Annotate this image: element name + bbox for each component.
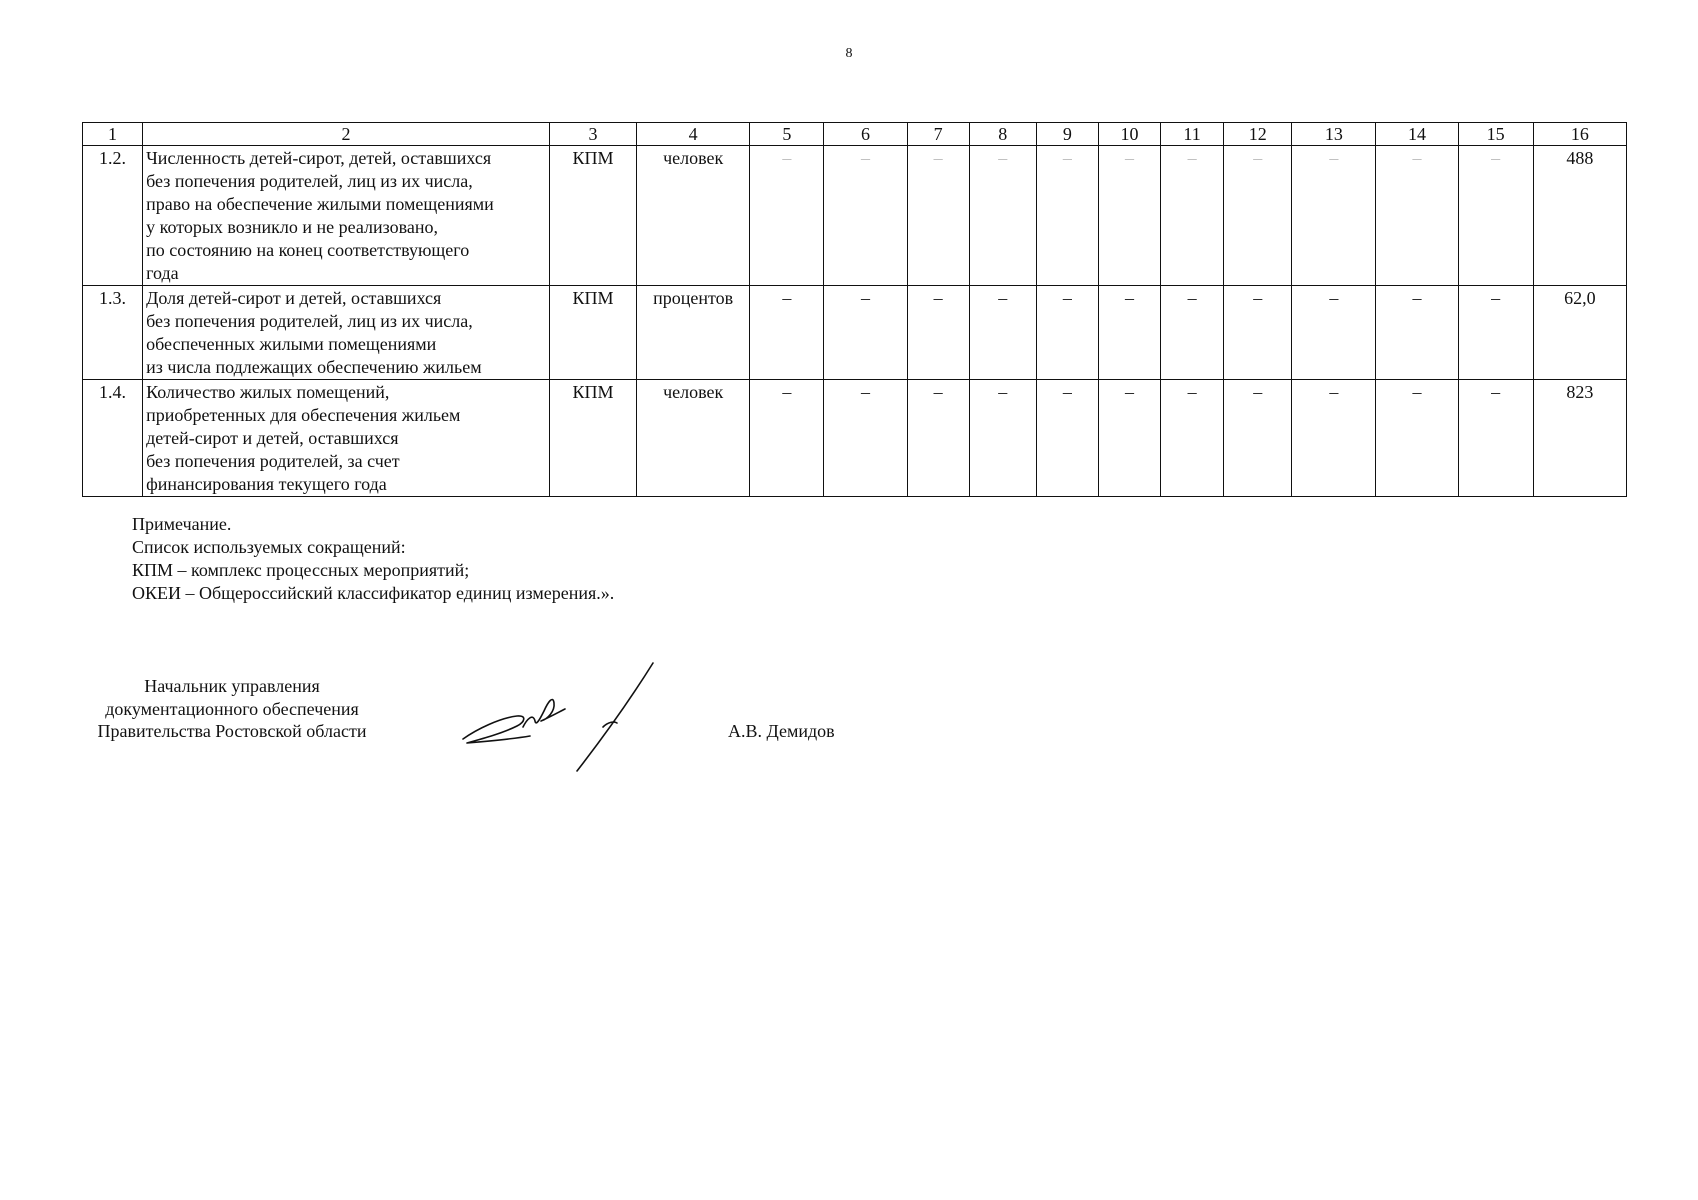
empty-value-cell: –: [1376, 380, 1458, 497]
abbreviation-item: ОКЕИ – Общероссийский классификатор единиц измерения.».: [132, 583, 615, 603]
empty-value-cell: –: [824, 146, 907, 286]
signer-name: А.В. Демидов: [728, 721, 835, 741]
indicator-type: КПМ: [549, 146, 636, 286]
row-number: 1.4.: [83, 380, 143, 497]
empty-value-cell: –: [1458, 146, 1533, 286]
row-number: 1.3.: [83, 286, 143, 380]
indicator-name: [143, 286, 550, 380]
table-row: [83, 146, 1627, 286]
header-cell: 2: [143, 123, 550, 146]
empty-value-cell: –: [969, 286, 1036, 380]
indicator-unit: человек: [637, 380, 750, 497]
signer-position-line: документационного обеспечения: [105, 698, 359, 719]
indicator-name-line: без попечения родителей, лиц из их числа,: [146, 171, 473, 191]
header-cell: 12: [1224, 123, 1292, 146]
empty-value-cell: –: [1098, 146, 1160, 286]
indicator-name-line: года: [146, 263, 179, 283]
signer-position-line: Правительства Ростовской области: [97, 721, 367, 741]
indicator-name: [143, 380, 550, 497]
empty-value-cell: –: [1036, 146, 1098, 286]
indicator-name-line: Численность детей-сирот, детей, оставшихся: [146, 148, 492, 168]
indicator-name-line: детей-сирот и детей, оставшихся: [146, 428, 399, 448]
indicator-name-line: приобретенных для обеспечения жильем: [146, 405, 461, 425]
indicators-table: [82, 122, 1627, 497]
header-cell: 5: [750, 123, 824, 146]
header-cell: 3: [549, 123, 636, 146]
empty-value-cell: –: [1292, 146, 1376, 286]
empty-value-cell: –: [1292, 380, 1376, 497]
header-cell: 13: [1292, 123, 1376, 146]
indicator-name-line: без попечения родителей, за счет: [146, 451, 400, 471]
abbreviations-title: Список используемых сокращений:: [132, 537, 406, 557]
indicator-value: 62,0: [1533, 286, 1626, 380]
page-number: 8: [845, 46, 853, 61]
empty-value-cell: –: [1161, 286, 1224, 380]
handwritten-signature: [455, 655, 675, 775]
empty-value-cell: –: [907, 286, 969, 380]
empty-value-cell: –: [824, 286, 907, 380]
indicator-name-line: из числа подлежащих обеспечению жильем: [146, 357, 482, 377]
header-cell: 1: [83, 123, 143, 146]
header-cell: 9: [1036, 123, 1098, 146]
empty-value-cell: –: [1036, 286, 1098, 380]
indicator-value: 488: [1533, 146, 1626, 286]
table-header-row: [83, 123, 1627, 146]
header-cell: 11: [1161, 123, 1224, 146]
empty-value-cell: –: [1458, 380, 1533, 497]
empty-value-cell: –: [1098, 380, 1160, 497]
empty-value-cell: –: [907, 146, 969, 286]
empty-value-cell: –: [907, 380, 969, 497]
empty-value-cell: –: [969, 380, 1036, 497]
indicator-unit: процентов: [637, 286, 750, 380]
indicator-name-line: у которых возникло и не реализовано,: [146, 217, 439, 237]
indicator-name-line: Доля детей-сирот и детей, оставшихся: [146, 288, 442, 308]
header-cell: 15: [1458, 123, 1533, 146]
note-block: [132, 513, 614, 605]
indicator-type: КПМ: [549, 380, 636, 497]
indicator-name-line: обеспеченных жилыми помещениями: [146, 334, 437, 354]
empty-value-cell: –: [969, 146, 1036, 286]
indicator-type: КПМ: [549, 286, 636, 380]
header-cell: 16: [1533, 123, 1626, 146]
empty-value-cell: –: [1161, 380, 1224, 497]
indicator-name-line: право на обеспечение жилыми помещениями: [146, 194, 494, 214]
abbreviation-item: КПМ – комплекс процессных мероприятий;: [132, 560, 470, 580]
indicator-value: 823: [1533, 380, 1626, 497]
indicator-name-line: по состоянию на конец соответствующего: [146, 240, 470, 260]
row-number: 1.2.: [83, 146, 143, 286]
empty-value-cell: –: [1161, 146, 1224, 286]
table-row: [83, 380, 1627, 497]
header-cell: 6: [824, 123, 907, 146]
header-cell: 8: [969, 123, 1036, 146]
header-cell: 4: [637, 123, 750, 146]
note-title: Примечание.: [132, 514, 232, 534]
header-cell: 7: [907, 123, 969, 146]
empty-value-cell: –: [1458, 286, 1533, 380]
signer-position: [82, 675, 382, 743]
empty-value-cell: –: [1224, 146, 1292, 286]
empty-value-cell: –: [1098, 286, 1160, 380]
empty-value-cell: –: [824, 380, 907, 497]
indicator-name: [143, 146, 550, 286]
empty-value-cell: –: [1376, 286, 1458, 380]
indicator-name-line: Количество жилых помещений,: [146, 382, 390, 402]
signer-position-line: Начальник управления: [144, 676, 320, 696]
header-cell: 14: [1376, 123, 1458, 146]
empty-value-cell: –: [750, 286, 824, 380]
empty-value-cell: –: [1376, 146, 1458, 286]
indicator-unit: человек: [637, 146, 750, 286]
empty-value-cell: –: [1292, 286, 1376, 380]
indicator-name-line: финансирования текущего года: [146, 474, 387, 494]
indicator-name-line: без попечения родителей, лиц из их числа,: [146, 311, 473, 331]
table-row: [83, 286, 1627, 380]
empty-value-cell: –: [750, 380, 824, 497]
empty-value-cell: –: [750, 146, 824, 286]
empty-value-cell: –: [1224, 380, 1292, 497]
empty-value-cell: –: [1224, 286, 1292, 380]
header-cell: 10: [1098, 123, 1160, 146]
empty-value-cell: –: [1036, 380, 1098, 497]
